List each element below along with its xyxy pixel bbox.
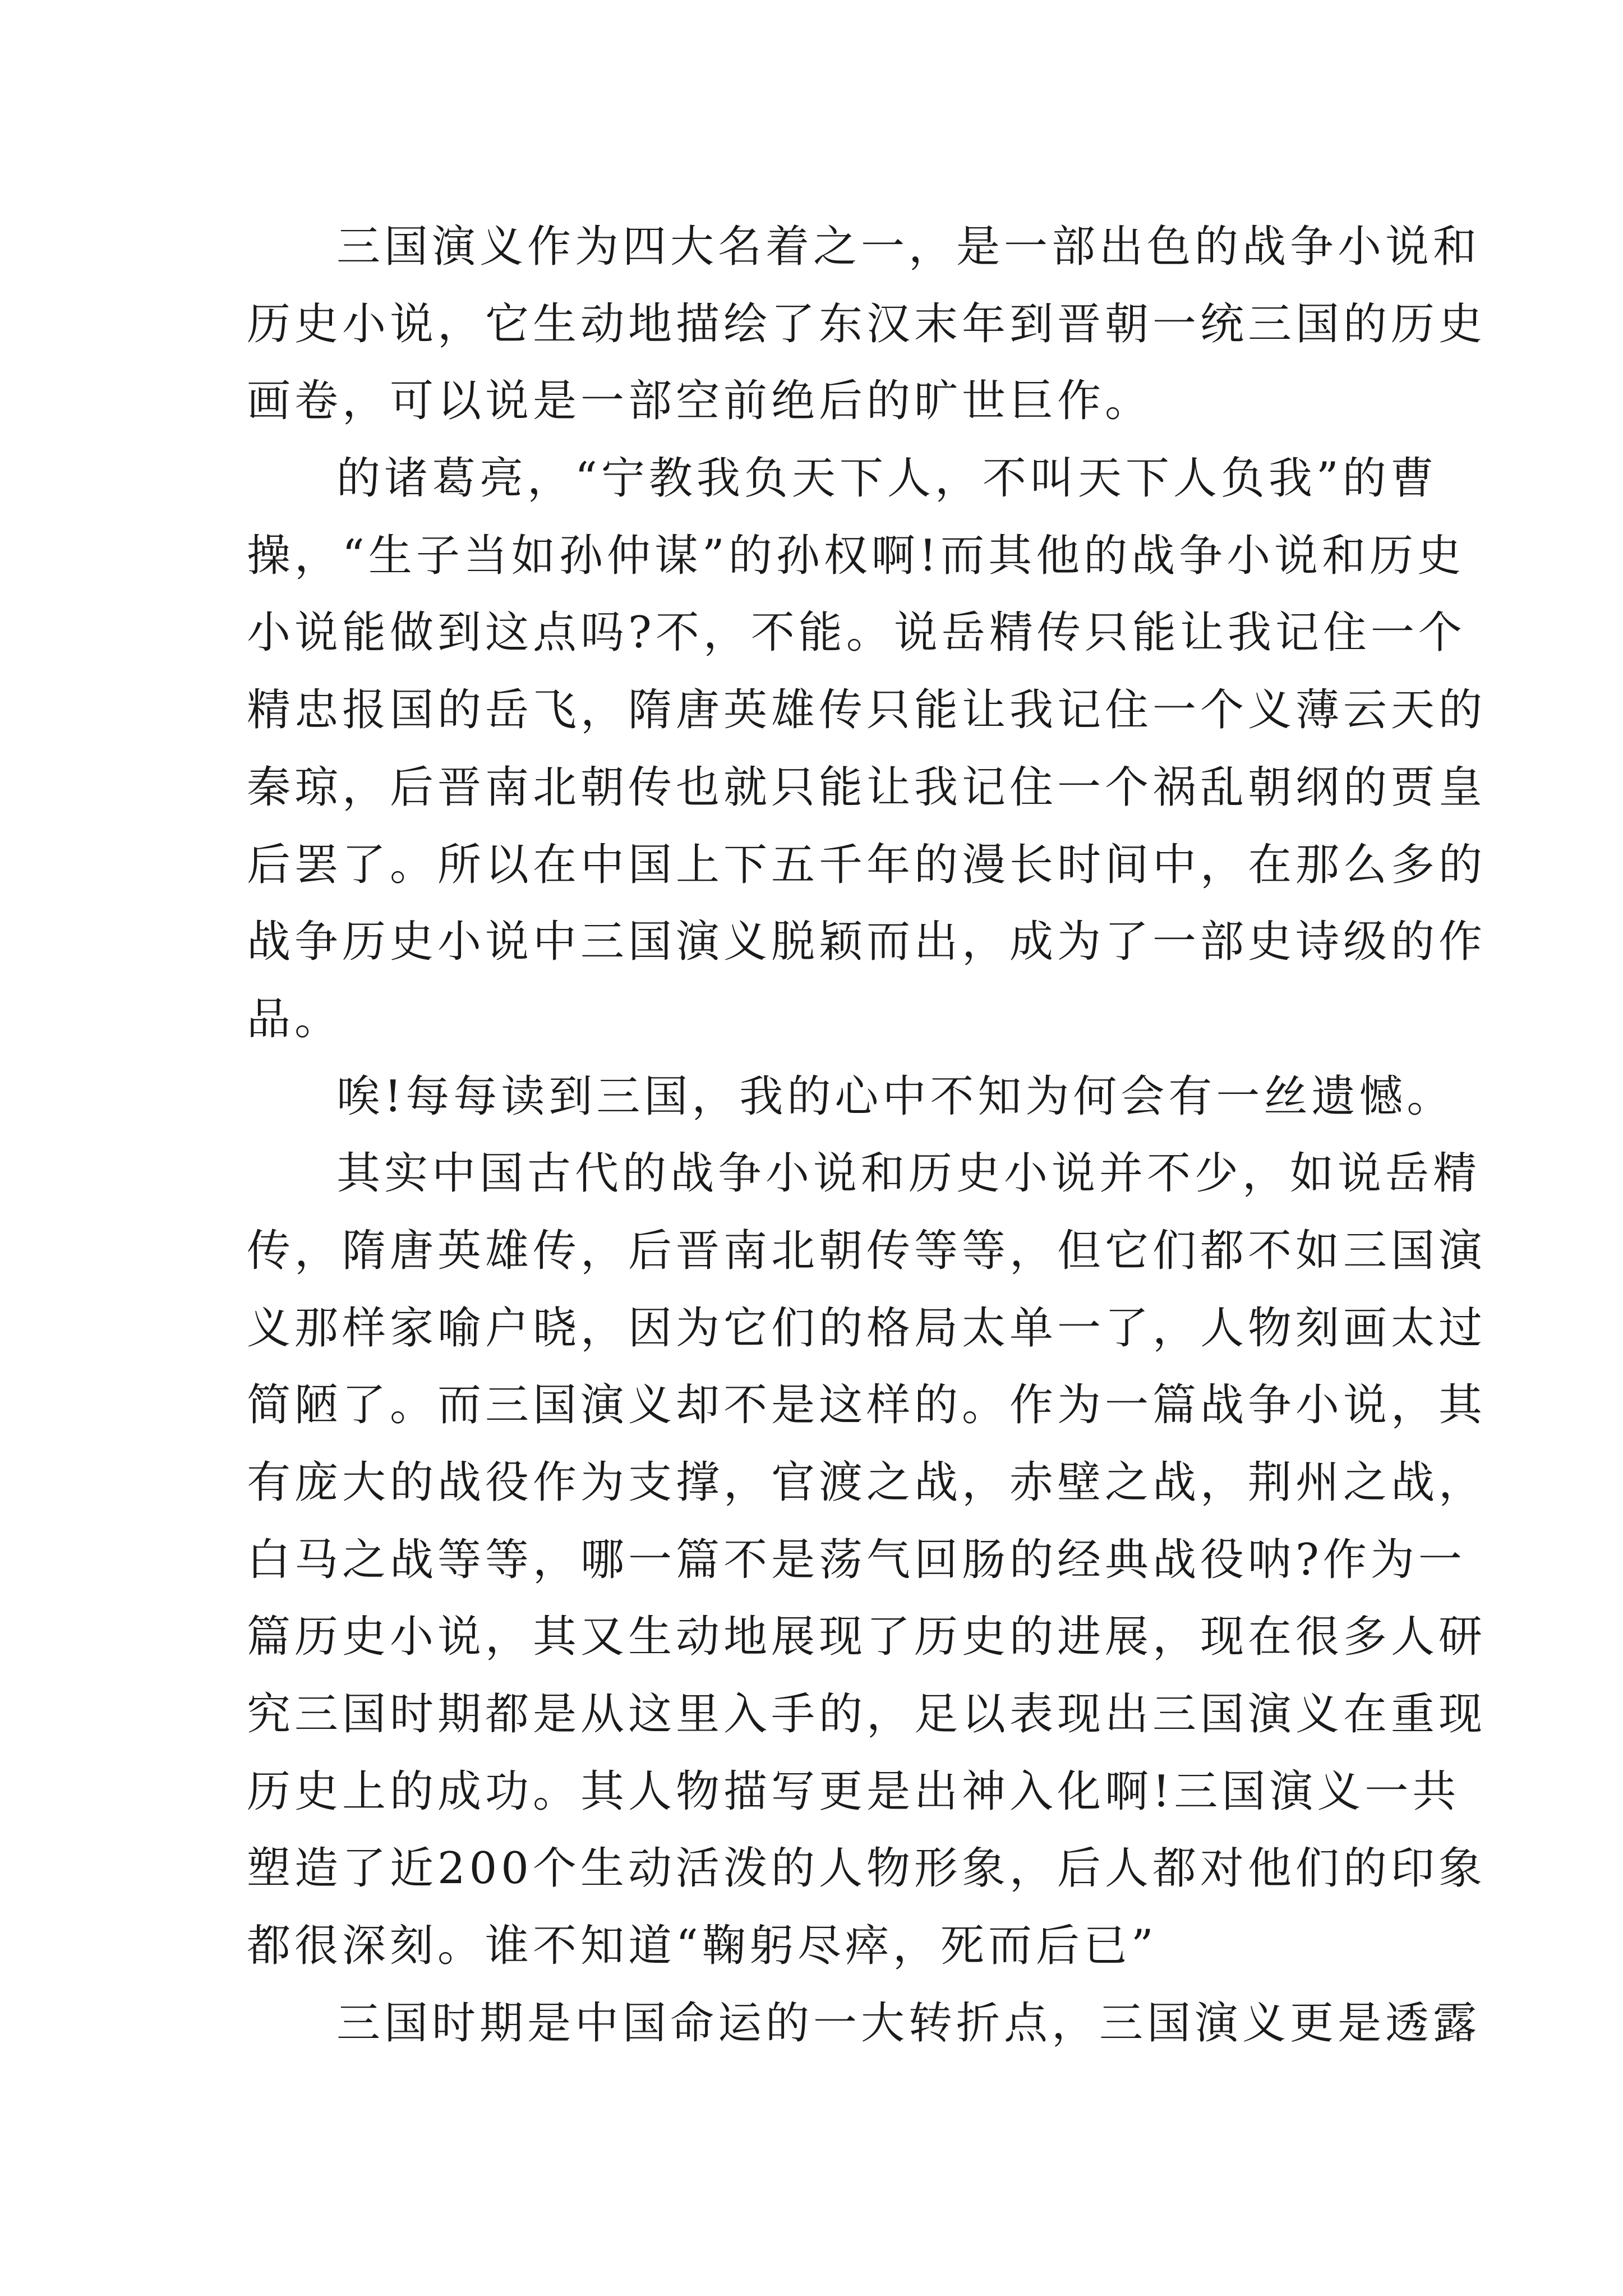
paragraph-4 bbox=[247, 1135, 1487, 1985]
text-line: 有庞大的战役作为支撑，官渡之战，赤壁之战，荆州之战， bbox=[247, 1457, 1487, 1508]
paragraph-2 bbox=[247, 440, 1487, 1059]
text-line: 小说能做到这点吗?不，不能。说岳精传只能让我记住一个 bbox=[247, 608, 1466, 659]
paragraph-3 bbox=[247, 1059, 1455, 1136]
text-line: 后罢了。所以在中国上下五千年的漫长时间中，在那么多的 bbox=[247, 839, 1487, 890]
text-line: 精忠报国的岳飞，隋唐英雄传只能让我记住一个义薄云天的 bbox=[247, 685, 1487, 736]
text-line: 画卷，可以说是一部空前绝后的旷世巨作。 bbox=[247, 376, 1153, 427]
text-line: 其实中国古代的战争小说和历史小说并不少，如说岳精 bbox=[336, 1148, 1481, 1199]
text-line: 战争历史小说中三国演义脱颖而出，成为了一部史诗级的作 bbox=[247, 917, 1487, 968]
text-line: 的诸葛亮，“宁教我负天下人，不叫天下人负我”的曹 bbox=[336, 453, 1438, 504]
paragraph-5 bbox=[247, 1985, 1481, 2063]
text-line: 传，隋唐英雄传，后晋南北朝传等等，但它们都不如三国演 bbox=[247, 1225, 1487, 1276]
text-line: 篇历史小说，其又生动地展现了历史的进展，现在很多人研 bbox=[247, 1612, 1487, 1663]
text-line: 唉!每每读到三国，我的心中不知为何会有一丝遗憾。 bbox=[336, 1071, 1455, 1122]
text-line: 品。 bbox=[247, 993, 343, 1045]
text-line: 白马之战等等，哪一篇不是荡气回肠的经典战役呐?作为一 bbox=[247, 1534, 1466, 1585]
document-body bbox=[247, 209, 1487, 2063]
text-line: 操，“生子当如孙仲谋”的孙权啊!而其他的战争小说和历史 bbox=[247, 530, 1465, 581]
text-line: 义那样家喻户晓，因为它们的格局太单一了，人物刻画太过 bbox=[247, 1303, 1487, 1354]
text-line: 秦琼，后晋南北朝传也就只能让我记住一个祸乱朝纲的贾皇 bbox=[247, 762, 1487, 813]
text-line: 三国时期是中国命运的一大转折点，三国演义更是透露 bbox=[336, 1998, 1481, 2049]
text-line: 三国演义作为四大名着之一，是一部出色的战争小说和 bbox=[336, 222, 1481, 272]
paragraph-1 bbox=[247, 209, 1487, 440]
text-line: 历史上的成功。其人物描写更是出神入化啊!三国演义一共 bbox=[247, 1766, 1460, 1817]
text-line: 都很深刻。谁不知道“鞠躬尽瘁，死而后已” bbox=[247, 1921, 1158, 1972]
text-line: 究三国时期都是从这里入手的，足以表现出三国演义在重现 bbox=[247, 1689, 1487, 1740]
text-line: 塑造了近200个生动活泼的人物形象，后人都对他们的印象 bbox=[247, 1843, 1486, 1894]
text-line: 历史小说，它生动地描绘了东汉末年到晋朝一统三国的历史 bbox=[247, 298, 1487, 349]
text-line: 简陋了。而三国演义却不是这样的。作为一篇战争小说，其 bbox=[247, 1380, 1487, 1431]
